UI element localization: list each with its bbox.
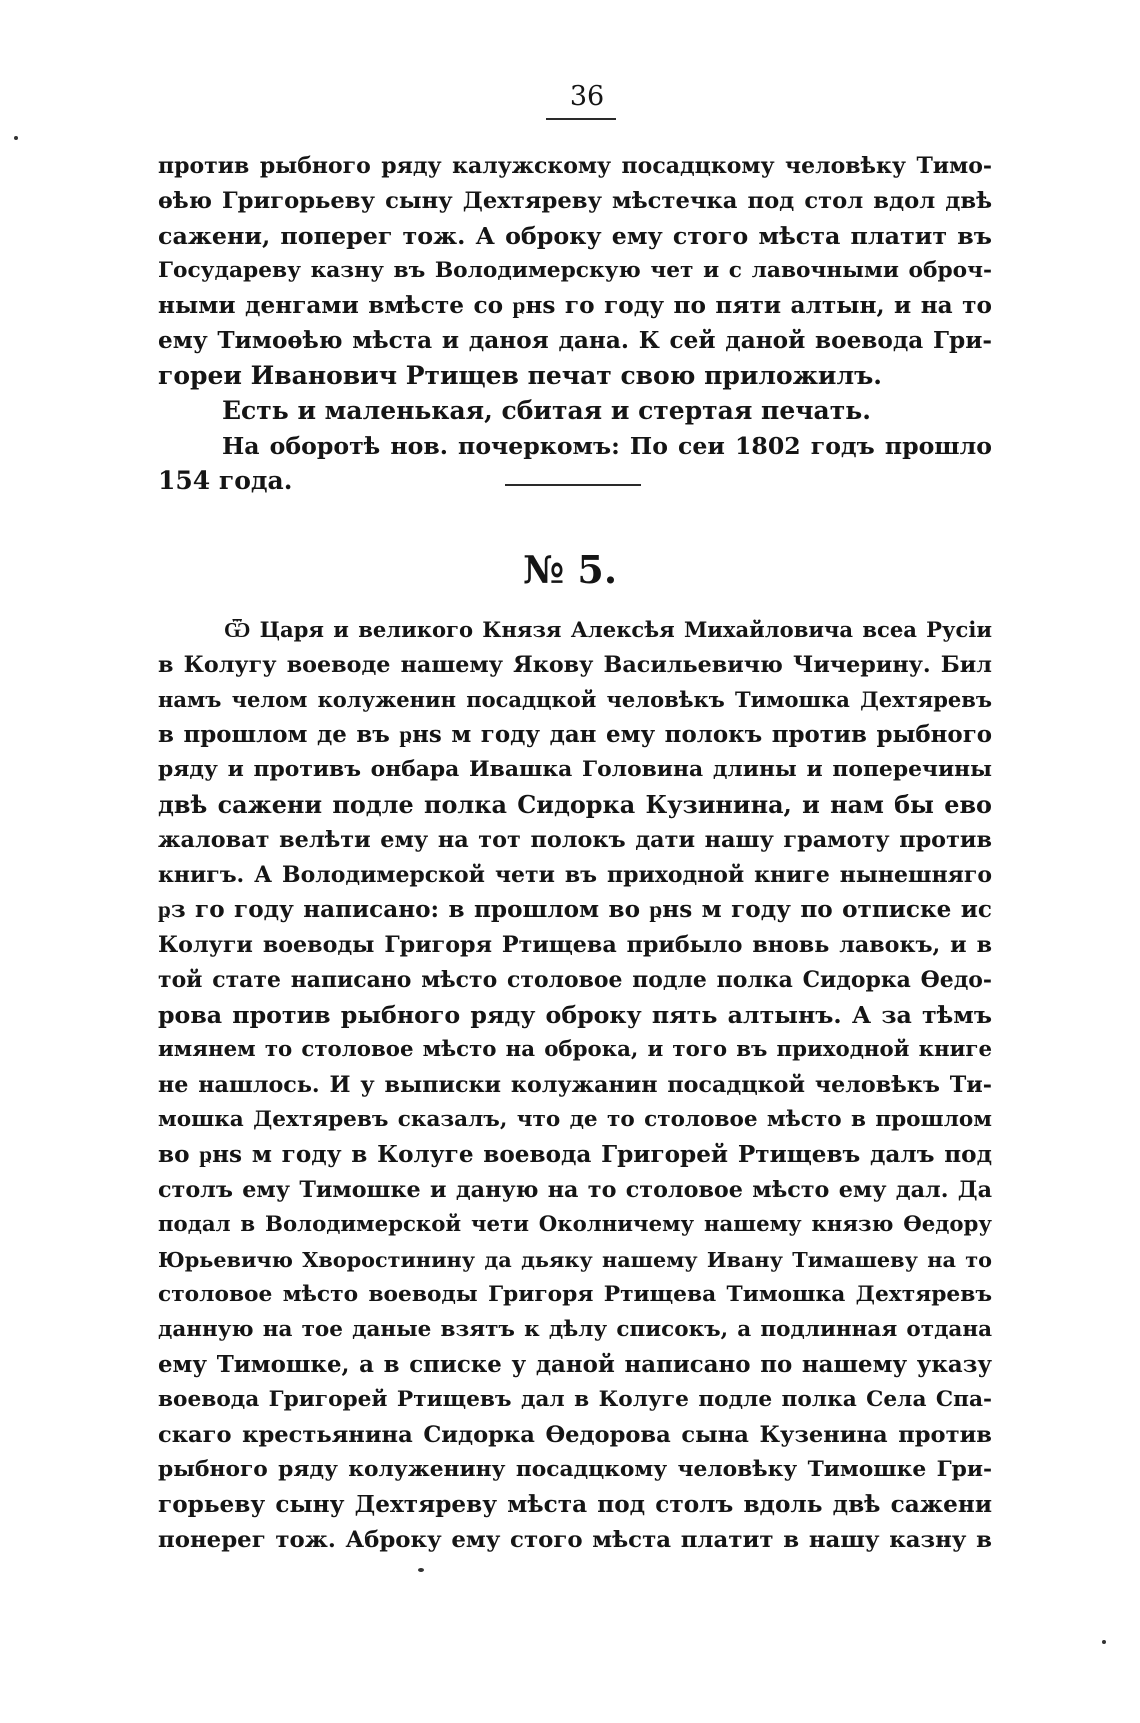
text-line: горьеву сыну Дехтяреву мѣста под столъ вдоль двѣ сажени	[158, 1491, 992, 1518]
text-line: мошка Дехтяревъ сказалъ, что де то столовое мѣсто в прошлом	[158, 1107, 992, 1132]
text-line: намъ челом колуженин посадцкой человѣкъ Тимошка Дехтяревъ	[158, 687, 992, 712]
seal-note: Есть и маленькая, сбитая и стертая печать.	[222, 396, 871, 425]
section-heading: № 5.	[522, 547, 618, 592]
text-line: Юрьевичю Хворостинину да дьяку нашему Ивану Тимашеву на то	[158, 1247, 992, 1272]
reverse-note-line: 154 года.	[158, 466, 293, 495]
scan-speck	[1102, 1640, 1106, 1644]
scan-speck	[14, 136, 18, 140]
text-line: двѣ сажени подле полка Сидорка Кузинина, и нам бы ево	[158, 791, 992, 819]
text-line: воевода Григорей Ртищевъ дал в Колуге подле полка Села Спа-	[158, 1387, 992, 1412]
text-line: ными денгами вмѣсте со ҏнѕ го году по пяти алтын, и на то	[158, 292, 992, 319]
text-line: подал в Володимерской чети Околничему нашему князю Ѳедору	[158, 1212, 992, 1237]
text-line: ему Тимошке, а в списке у даной написано по нашему указу	[158, 1352, 992, 1378]
page-number: 36	[569, 81, 605, 112]
text-line: книгъ. А Володимерской чети въ приходной книге нынешняго	[158, 862, 992, 888]
text-line: данную на тое даные взятъ к дѣлу списокъ, а подлинная отдана	[158, 1317, 992, 1342]
text-line: Государеву казну въ Володимерскую чет и с лавочными оброч-	[158, 258, 992, 283]
text-line: в прошлом де въ ҏнѕ м году дан ему полокъ против рыбного	[158, 721, 992, 748]
text-line: гореи Иванович Ртищев печат свою приложилъ.	[158, 361, 882, 390]
text-line: ему Тимоѳѣю мѣста и даноя дана. К сей даной воевода Гри-	[158, 327, 992, 354]
text-line: Колуги воеводы Григоря Ртищева прибыло вновь лавокъ, и в	[158, 932, 992, 958]
text-line: ҏз го году написано: в прошлом во ҏнѕ м году по отписке ис	[158, 896, 992, 923]
text-line: рова против рыбного ряду оброку пять алтынъ. А за тѣмъ	[158, 1001, 992, 1029]
text-line: столъ ему Тимошке и даную на то столовое мѣсто ему дал. Да	[158, 1177, 992, 1203]
text-line: в Колугу воеводе нашему Якову Васильевичю Чичерину. Бил	[158, 652, 992, 678]
reverse-note-line: На оборотѣ нов. почеркомъ: По сеи 1802 годъ прошло	[222, 432, 992, 460]
text-line: понерег тож. Аброку ему стого мѣста платит в нашу казну в	[158, 1527, 992, 1553]
text-line: имянем то столовое мѣсто на оброка, и того въ приходной книге	[158, 1037, 992, 1062]
section-separator	[505, 484, 641, 486]
text-line: ѳѣю Григорьеву сыну Дехтяреву мѣстечка под стол вдол двѣ	[158, 188, 992, 214]
text-line: во ҏнѕ м году в Колуге воевода Григорей Ртищевъ далъ под	[158, 1141, 992, 1168]
text-line: скаго крестьянина Сидорка Ѳедорова сына Кузенина против	[158, 1422, 992, 1448]
text-line: против рыбного ряду калужскому посадцкому человѣку Тимо-	[158, 153, 992, 179]
text-line: сажени, поперег тож. А оброку ему стого мѣста платит въ	[158, 222, 992, 250]
text-line: жаловат велѣти ему на тот полокъ дати нашу грамоту против	[158, 827, 992, 853]
page-number-rule	[546, 118, 616, 120]
text-line: ряду и противъ онбара Ивашка Головина длины и поперечины	[158, 757, 992, 782]
scan-speck	[418, 1568, 424, 1572]
text-line: не нашлось. И у выписки колужанин посадцкой человѣкъ Ти-	[158, 1072, 992, 1098]
text-line: рыбного ряду колуженину посадцкому человѣку Тимошке Гри-	[158, 1457, 992, 1482]
text-line: той стате написано мѣсто столовое подле полка Сидорка Ѳедо-	[158, 967, 992, 993]
text-line: Ѿ Царя и великого Князя Алексѣя Михайловича всеа Русіи	[224, 617, 992, 642]
text-line: столовое мѣсто воеводы Григоря Ртищева Тимошка Дехтяревъ	[158, 1282, 992, 1307]
